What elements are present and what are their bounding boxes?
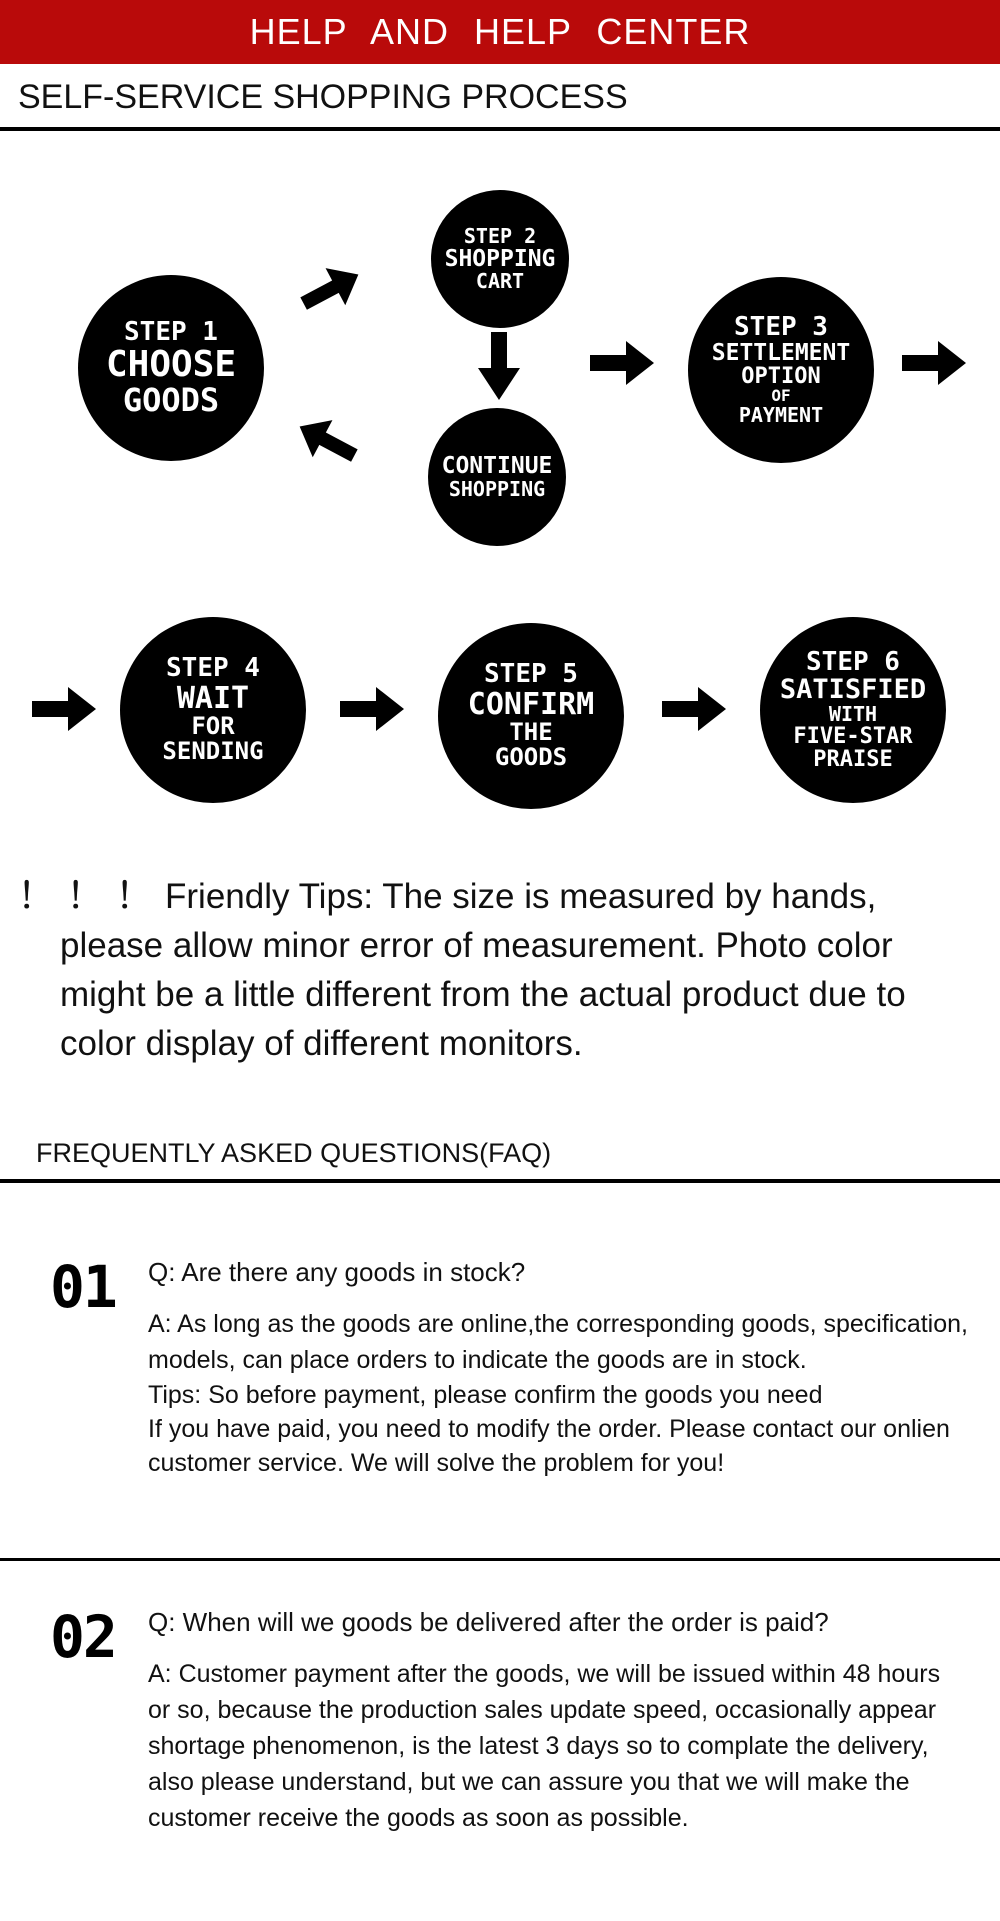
- step-sub: GOODS: [122, 380, 220, 419]
- arrow-up-right-icon: [296, 262, 366, 316]
- step-sub: PAYMENT: [738, 403, 824, 428]
- continue-shopping-circle: [428, 408, 566, 546]
- step-sub: PRAISE: [813, 747, 893, 773]
- faq-tip: If you have paid, you need to modify the order. Please contact our onlien customer service. We will solve the problem for you!: [148, 1415, 950, 1477]
- step-5-circle: [438, 623, 624, 809]
- faq-number: 01: [50, 1253, 116, 1321]
- step-sub: SHOPPING: [448, 476, 546, 501]
- faq-tip: Tips: So before payment, please confirm the goods you need: [148, 1381, 823, 1409]
- step-label: STEP 3: [734, 311, 828, 342]
- banner-title: HELP AND HELP CENTER: [249, 11, 751, 52]
- step-label: STEP 1: [124, 316, 218, 347]
- step-4-circle: [120, 617, 306, 803]
- step-main: CONTINUE: [441, 453, 553, 480]
- arrow-right-icon: [30, 684, 98, 734]
- step-sub: CART: [475, 269, 525, 294]
- step-main: SATISFIED: [779, 673, 927, 705]
- faq-item: [148, 1605, 968, 1836]
- step-label: STEP 6: [806, 646, 900, 677]
- step-main: CONFIRM: [467, 686, 595, 722]
- step-sub: GOODS: [494, 743, 568, 772]
- step-sub: WITH: [828, 702, 878, 727]
- faq-item: [148, 1255, 968, 1480]
- process-title: SELF-SERVICE SHOPPING PROCESS: [18, 78, 628, 116]
- friendly-tips: [18, 872, 983, 1068]
- arrow-right-icon: [588, 338, 656, 388]
- faq-title: FREQUENTLY ASKED QUESTIONS(FAQ): [36, 1138, 552, 1168]
- step-sub: OPTION: [741, 364, 821, 390]
- step-sub: FIVE-STAR: [793, 724, 913, 750]
- help-center-banner: [0, 0, 1000, 64]
- step-label: STEP 2: [463, 223, 537, 248]
- faq-answer: A: As long as the goods are online,the corresponding goods, specification, models, can place orders to indicate the goods are in stock.: [148, 1310, 968, 1374]
- step-6-circle: [760, 617, 946, 803]
- arrow-down-icon: [476, 330, 522, 402]
- arrow-right-icon: [338, 684, 406, 734]
- divider: [0, 1558, 1000, 1561]
- step-3-circle: [688, 277, 874, 463]
- arrow-right-icon: [900, 338, 968, 388]
- arrow-up-left-icon: [290, 412, 364, 470]
- exclamation-marks: ！！！: [18, 877, 166, 916]
- step-main: SHOPPING: [444, 245, 556, 272]
- faq-question: Q: Are there any goods in stock?: [148, 1257, 526, 1287]
- step-label: STEP 5: [484, 659, 578, 690]
- step-sub: SENDING: [162, 737, 264, 766]
- step-sub: OF: [771, 386, 791, 406]
- faq-number: 02: [50, 1603, 116, 1671]
- step-sub: THE: [509, 718, 553, 747]
- step-main: CHOOSE: [105, 343, 237, 385]
- faq-answer: A: Customer payment after the goods, we will be issued within 48 hours or so, because the production sales update speed, occasionally appear shortage phenomenon, is the latest 3 days so to complate the delivery, also please understand, but we can assure you that we will make the customer receive the goods as soon as possible.: [148, 1660, 941, 1832]
- step-sub: FOR: [191, 712, 235, 741]
- step-main: SETTLEMENT: [711, 340, 851, 367]
- step-label: STEP 4: [166, 653, 260, 684]
- faq-question: Q: When will we goods be delivered after the order is paid?: [148, 1607, 829, 1637]
- divider: [0, 1179, 1000, 1183]
- step-main: WAIT: [176, 680, 250, 716]
- arrow-right-icon: [660, 684, 728, 734]
- tips-text: Friendly Tips: The size is measured by hands, please allow minor error of measurement. Photo color might be a little different from the actual product due to color display of different monitors.: [60, 877, 906, 1063]
- step-1-circle: [78, 275, 264, 461]
- divider: [0, 127, 1000, 131]
- step-2-circle: [431, 190, 569, 328]
